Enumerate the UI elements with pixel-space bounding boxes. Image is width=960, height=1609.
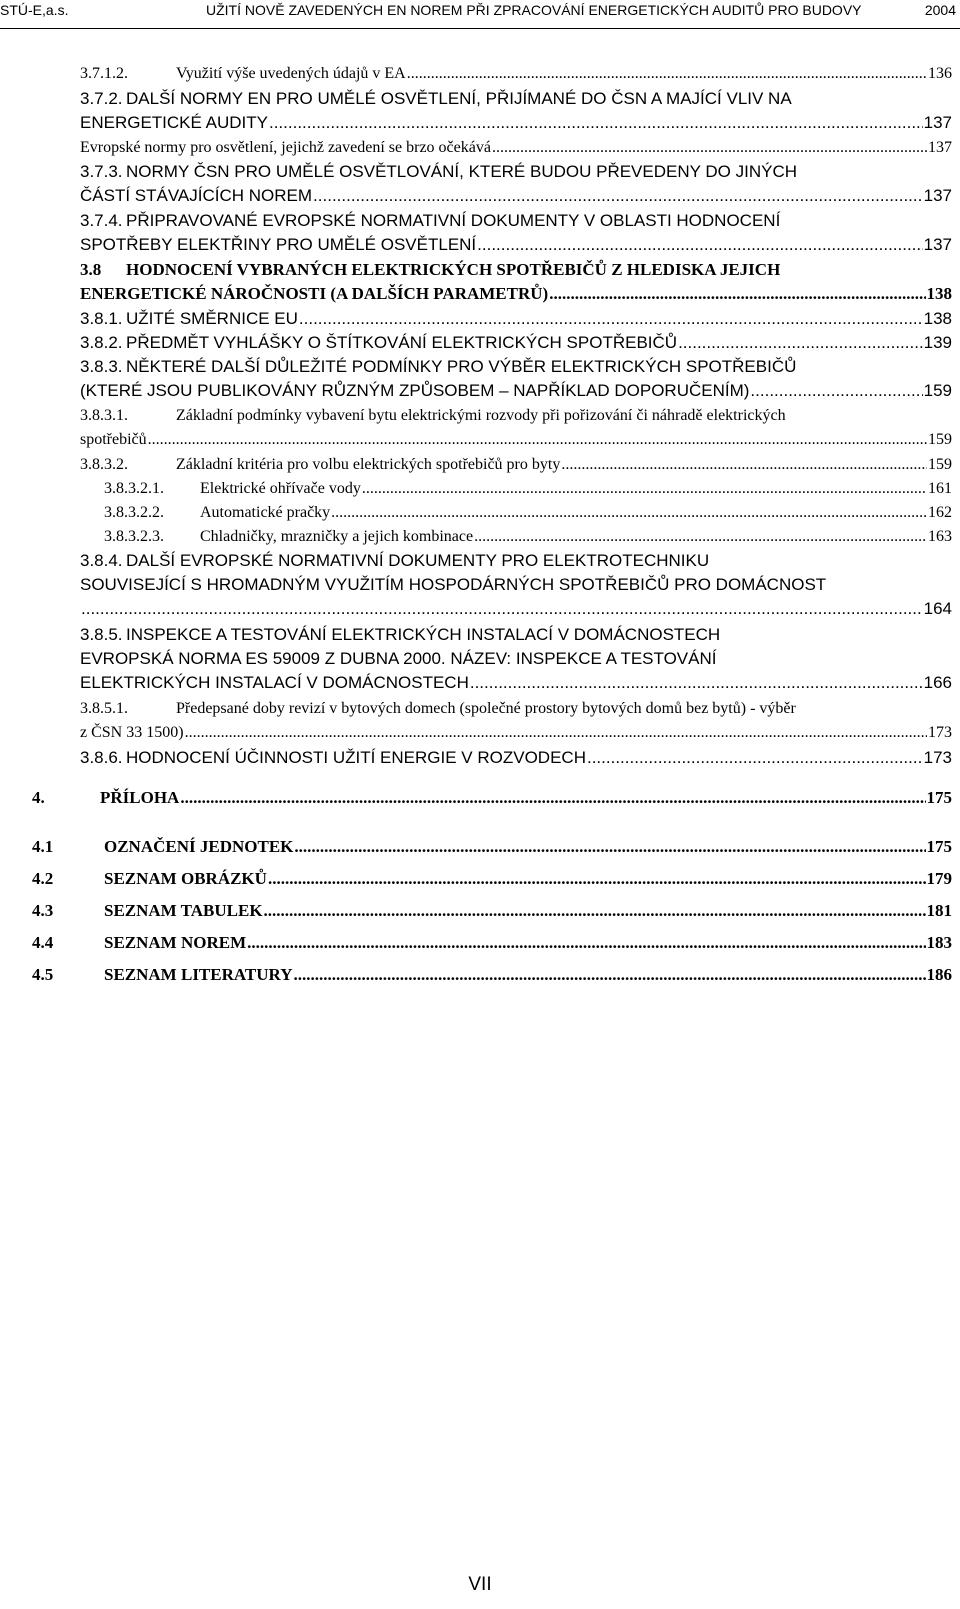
toc-entry-title: Chladničky, mrazničky a jejich kombinace <box>200 528 474 545</box>
toc-page-number: 186 <box>926 965 952 984</box>
toc-page-number: 173 <box>928 724 952 741</box>
toc-entry-title: DALŠÍ NORMY EN PRO UMĚLÉ OSVĚTLENÍ, PŘIJÍMANÉ DO ČSN A MAJÍCÍ VLIV NA <box>126 89 792 108</box>
toc-page-number: 179 <box>926 869 952 888</box>
toc-entry-title: HODNOCENÍ VYBRANÝCH ELEKTRICKÝCH SPOTŘEBIČŮ Z HLEDISKA JEJICH <box>126 260 781 279</box>
toc-page-number: 137 <box>928 139 952 156</box>
toc-entry-title: EVROPSKÁ NORMA ES 59009 Z DUBNA 2000. NÁZEV: INSPEKCE A TESTOVÁNÍ <box>80 649 717 668</box>
header-year: 2004 <box>924 2 956 18</box>
toc-entry[interactable] <box>80 697 952 745</box>
dot-leader <box>185 721 927 745</box>
toc-entry[interactable] <box>32 835 952 859</box>
dot-leader <box>561 453 927 477</box>
toc-page-number: 159 <box>928 456 952 473</box>
dot-leader <box>587 746 923 770</box>
toc-page-number: 175 <box>926 837 952 856</box>
toc-page-number: 173 <box>923 748 952 767</box>
toc-entry-title: Využití výše uvedených údajů v EA <box>176 65 406 82</box>
toc-page-number: 159 <box>923 381 952 400</box>
toc-entry-number: 3.8.2. <box>80 333 123 352</box>
toc-entry[interactable] <box>80 307 952 331</box>
toc-entry-title: Předepsané doby revizí v bytových domech (společné prostory bytových domů bez bytů) - výběr <box>176 700 796 717</box>
dot-leader <box>362 477 927 501</box>
toc-entry[interactable] <box>80 160 952 208</box>
toc-entry-number: 3.8.3.2.2. <box>104 504 164 521</box>
toc-entry[interactable] <box>32 931 952 955</box>
dot-leader <box>549 282 925 306</box>
toc-entry-title: SPOTŘEBY ELEKTŘINY PRO UMĚLÉ OSVĚTLENÍ <box>80 235 477 254</box>
toc-page-number: 181 <box>926 901 952 920</box>
toc-entry-title: PŘÍLOHA <box>100 788 180 807</box>
toc-entry[interactable] <box>80 355 952 403</box>
toc-entry[interactable] <box>80 404 952 452</box>
toc-entry-number: 3.8.1. <box>80 309 123 328</box>
toc-entry-number: 3.8.6. <box>80 748 123 767</box>
toc-entry-number: 3.7.2. <box>80 89 123 108</box>
toc-page-number: 159 <box>928 431 952 448</box>
toc-entry-title: INSPEKCE A TESTOVÁNÍ ELEKTRICKÝCH INSTALACÍ V DOMÁCNOSTECH <box>126 625 721 644</box>
toc-entry-title: SEZNAM NOREM <box>104 933 247 952</box>
toc-entry-title: NORMY ČSN PRO UMĚLÉ OSVĚTLOVÁNÍ, KTERÉ BUDOU PŘEVEDENY DO JINÝCH <box>126 162 798 181</box>
toc-entry-number: 3.8.5. <box>80 625 123 644</box>
dot-leader <box>180 786 925 810</box>
dot-leader <box>294 835 925 859</box>
dot-leader <box>293 963 925 987</box>
toc-page-number: 161 <box>928 480 952 497</box>
toc-page-number: 175 <box>926 788 952 807</box>
toc-entry-number: 3.7.4. <box>80 211 123 230</box>
toc-entry[interactable] <box>80 549 952 621</box>
toc-entry-number: 3.8.3.1. <box>80 407 128 424</box>
dot-leader <box>247 931 925 955</box>
dot-leader <box>474 525 927 549</box>
toc-entry[interactable] <box>80 209 952 257</box>
dot-leader <box>264 899 926 923</box>
toc-entry[interactable] <box>104 525 952 549</box>
toc-page-number: 138 <box>926 284 952 303</box>
toc-entry-title: OZNAČENÍ JEDNOTEK <box>104 837 294 856</box>
toc-entry-number: 3.8.3. <box>80 357 123 376</box>
toc-entry-number: 4.3 <box>32 901 54 920</box>
toc-entry-title: SEZNAM LITERATURY <box>104 965 293 984</box>
dot-leader <box>268 867 926 891</box>
toc-entry-number: 3.8 <box>80 260 102 279</box>
toc-page-number: 183 <box>926 933 952 952</box>
toc-entry-title: ČÁSTÍ STÁVAJÍCÍCH NOREM <box>80 186 313 205</box>
toc-entry[interactable] <box>32 867 952 891</box>
toc-entry-title: Základní kritéria pro volbu elektrických spotřebičů pro byty <box>176 456 561 473</box>
toc-entry-title: ELEKTRICKÝCH INSTALACÍ V DOMÁCNOSTECH <box>80 673 469 692</box>
toc-entry[interactable] <box>80 623 952 695</box>
dot-leader <box>470 671 923 695</box>
toc-entry-title: ENERGETICKÉ AUDITY <box>80 113 268 132</box>
toc-entry-number: 4.2 <box>32 869 54 888</box>
toc-entry-title: SEZNAM TABULEK <box>104 901 263 920</box>
toc-entry-title: z ČSN 33 1500) <box>80 724 184 741</box>
toc-entry-number: 3.8.3.2.3. <box>104 528 164 545</box>
dot-leader <box>477 233 922 257</box>
toc-entry[interactable] <box>80 62 952 86</box>
toc-entry[interactable] <box>32 786 952 810</box>
toc-entry[interactable] <box>80 453 952 477</box>
dot-leader <box>407 62 927 86</box>
toc-page-number: 136 <box>928 65 952 82</box>
toc-page-number: 139 <box>923 333 952 352</box>
toc-entry-title: DALŠÍ EVROPSKÉ NORMATIVNÍ DOKUMENTY PRO ELEKTROTECHNIKU <box>126 551 710 570</box>
dot-leader <box>678 331 923 355</box>
header-title: UŽITÍ NOVĚ ZAVEDENÝCH EN NOREM PŘI ZPRACOVÁNÍ ENERGETICKÝCH AUDITŮ PRO BUDOVY <box>206 2 862 18</box>
header-company: STÚ-E,a.s. <box>0 2 69 18</box>
dot-leader <box>299 307 923 331</box>
toc-entry-title: spotřebičů <box>80 431 147 448</box>
toc-page-number: 137 <box>923 113 952 132</box>
toc-entry-number: 4.5 <box>32 965 54 984</box>
toc-entry-number: 3.8.3.2. <box>80 456 128 473</box>
toc-entry[interactable] <box>32 899 952 923</box>
toc-entry-title: ENERGETICKÉ NÁROČNOSTI (A DALŠÍCH PARAMETRŮ) <box>80 284 549 303</box>
dot-leader <box>269 111 923 135</box>
toc-page-number: 137 <box>923 235 952 254</box>
dot-leader <box>313 184 923 208</box>
toc-page-number: 164 <box>923 599 952 618</box>
toc-entry-title: HODNOCENÍ ÚČINNOSTI UŽITÍ ENERGIE V ROZVODECH <box>126 748 586 767</box>
toc-entry[interactable] <box>80 331 952 355</box>
toc-entry-title: SOUVISEJÍCÍ S HROMADNÝM VYUŽITÍM HOSPODÁRNÝCH SPOTŘEBIČŮ PRO DOMÁCNOST <box>80 575 827 594</box>
toc-entry-title: Automatické pračky <box>200 504 331 521</box>
toc-entry-number: 3.8.5.1. <box>80 700 128 717</box>
toc-page-number: 137 <box>923 186 952 205</box>
toc-entry-title: (KTERÉ JSOU PUBLIKOVÁNY RŮZNÝM ZPŮSOBEM – NAPŘÍKLAD DOPORUČENÍM) <box>80 381 750 400</box>
toc-entry[interactable] <box>104 477 952 501</box>
toc-entry-title: Základní podmínky vybavení bytu elektrickými rozvody při pořizování či náhradě elektrických <box>176 407 786 424</box>
dot-leader <box>331 501 927 525</box>
toc-entry-number: 3.8.4. <box>80 551 123 570</box>
toc-entry-title: PŘIPRAVOVANÉ EVROPSKÉ NORMATIVNÍ DOKUMENTY V OBLASTI HODNOCENÍ <box>126 211 781 230</box>
toc-page-number: 163 <box>928 528 952 545</box>
page-number: VII <box>468 1574 492 1595</box>
page-header <box>0 0 960 29</box>
dot-leader <box>492 136 927 160</box>
toc-entry-title: Elektrické ohřívače vody <box>200 480 361 497</box>
toc-entry-number: 4. <box>32 788 45 807</box>
toc-entry-number: 4.4 <box>32 933 54 952</box>
toc-entry-number: 3.7.1.2. <box>80 65 128 82</box>
toc-entry-title: Evropské normy pro osvětlení, jejichž zavedení se brzo očekává <box>80 139 491 156</box>
toc-page-number: 138 <box>923 309 952 328</box>
toc-page-number: 162 <box>928 504 952 521</box>
toc-entry[interactable] <box>80 87 952 135</box>
toc-entry[interactable] <box>80 136 952 160</box>
toc-entry[interactable] <box>104 501 952 525</box>
toc-entry-title: NĚKTERÉ DALŠÍ DŮLEŽITÉ PODMÍNKY PRO VÝBĚR ELEKTRICKÝCH SPOTŘEBIČŮ <box>126 357 797 376</box>
dot-leader <box>750 379 922 403</box>
toc-entry-title: PŘEDMĚT VYHLÁŠKY O ŠTÍTKOVÁNÍ ELEKTRICKÝCH SPOTŘEBIČŮ <box>126 333 678 352</box>
dot-leader <box>81 597 923 621</box>
toc-entry-title: UŽITÉ SMĚRNICE EU <box>126 309 298 328</box>
toc-entry-number: 3.7.3. <box>80 162 123 181</box>
toc-entry[interactable] <box>80 746 952 770</box>
toc-entry-number: 4.1 <box>32 837 54 856</box>
toc-entry[interactable] <box>80 258 952 306</box>
toc-entry-number: 3.8.3.2.1. <box>104 480 164 497</box>
toc-entry[interactable] <box>32 963 952 987</box>
toc-entry-title: SEZNAM OBRÁZKŮ <box>104 869 267 888</box>
toc-page-number: 166 <box>923 673 952 692</box>
dot-leader <box>148 428 927 452</box>
